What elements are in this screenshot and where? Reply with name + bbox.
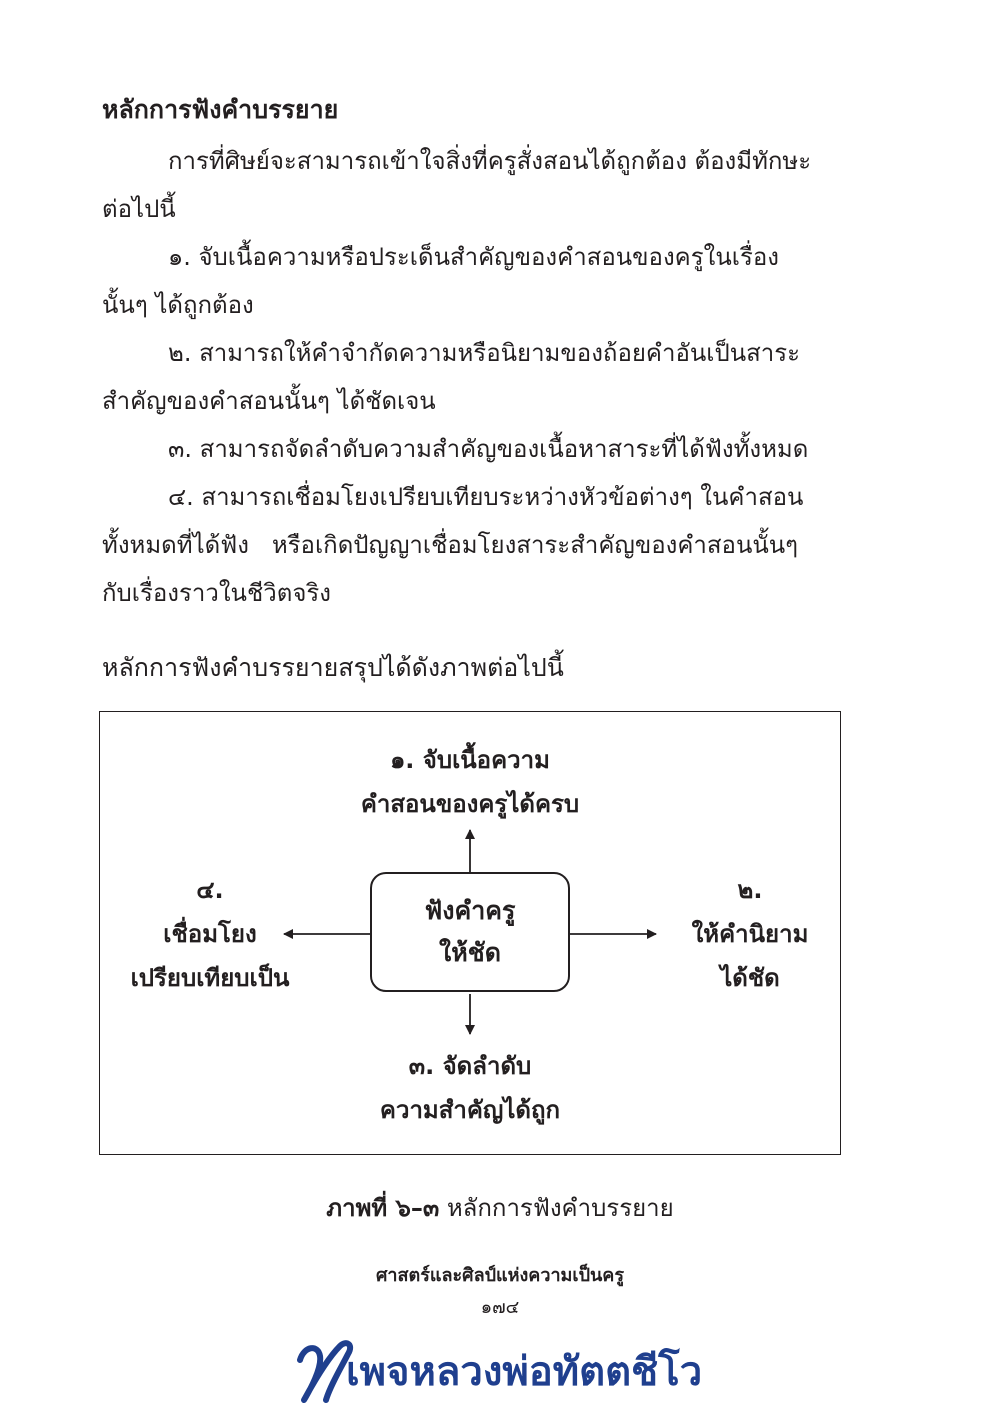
intro-paragraph <box>102 137 842 233</box>
list-item-4-line-1: ๔. สามารถเชื่อมโยงเปรียบเทียบระหว่างหัวข้อต่างๆ ในคำสอน <box>168 483 804 511</box>
node-left <box>100 868 320 1000</box>
node-right-line-3: ได้ชัด <box>720 964 780 992</box>
list-item-2-line-2: สำคัญของคำสอนนั้นๆ ได้ชัดเจน <box>102 387 436 415</box>
center-node-line-2: ให้ชัด <box>439 938 501 967</box>
node-top <box>270 738 670 826</box>
brand-text: เพจหลวงพ่อทัตตชีโว <box>346 1349 703 1395</box>
node-right-line-2: ให้คำนิยาม <box>691 920 809 948</box>
node-right <box>660 868 840 1000</box>
diagram-frame <box>99 711 841 1155</box>
node-left-line-1: ๔. <box>196 876 224 904</box>
list-item-3 <box>102 425 842 473</box>
node-bottom-line-1: ๓. จัดลำดับ <box>408 1052 532 1080</box>
intro-line-1: การที่ศิษย์จะสามารถเข้าใจสิ่งที่ครูสั่งสอนได้ถูกต้อง ต้องมีทักษะ <box>168 147 812 175</box>
node-top-line-2: คำสอนของครูได้ครบ <box>360 790 580 818</box>
list-item-4 <box>102 473 842 617</box>
section-heading: หลักการฟังคำบรรยาย <box>102 95 339 124</box>
center-node <box>370 872 570 992</box>
page-number: ๑๗๔ <box>480 1297 520 1318</box>
list-item-1-line-1: ๑. จับเนื้อความหรือประเด็นสำคัญของคำสอนของครูในเรื่อง <box>168 243 779 271</box>
summary-line: หลักการฟังคำบรรยายสรุปได้ดังภาพต่อไปนี้ <box>102 653 564 682</box>
center-node-line-1: ฟังคำครู <box>424 896 516 925</box>
body-paragraphs <box>102 137 842 617</box>
node-bottom <box>270 1044 670 1132</box>
brand-watermark <box>282 1330 732 1410</box>
node-left-line-2: เชื่อมโยง <box>163 920 257 948</box>
list-item-1 <box>102 233 842 329</box>
list-item-4-line-3: กับเรื่องราวในชีวิตจริง <box>102 579 331 607</box>
node-bottom-line-2: ความสำคัญได้ถูก <box>379 1096 561 1124</box>
list-item-3-line-1: ๓. สามารถจัดลำดับความสำคัญของเนื้อหาสาระที่ได้ฟังทั้งหมด <box>168 435 809 463</box>
intro-line-2: ต่อไปนี้ <box>102 195 176 223</box>
list-item-2 <box>102 329 842 425</box>
list-item-4-line-2: ทั้งหมดที่ได้ฟัง หรือเกิดปัญญาเชื่อมโยงสาระสำคัญของคำสอนนั้นๆ <box>102 531 799 559</box>
figure-caption-text: หลักการฟังคำบรรยาย <box>439 1194 674 1222</box>
node-top-line-1: ๑. จับเนื้อความ <box>390 746 550 774</box>
list-item-1-line-2: นั้นๆ ได้ถูกต้อง <box>102 291 254 319</box>
node-right-line-1: ๒. <box>737 876 763 904</box>
node-left-line-3: เปรียบเทียบเป็น <box>130 964 290 992</box>
list-item-2-line-1: ๒. สามารถให้คำจำกัดความหรือนิยามของถ้อยคำอันเป็นสาระ <box>168 339 801 367</box>
footer-book-title: ศาสตร์และศิลป์แห่งความเป็นครู <box>375 1265 625 1286</box>
figure-caption <box>0 1188 1000 1228</box>
figure-caption-label: ภาพที่ ๖–๓ <box>326 1194 440 1222</box>
